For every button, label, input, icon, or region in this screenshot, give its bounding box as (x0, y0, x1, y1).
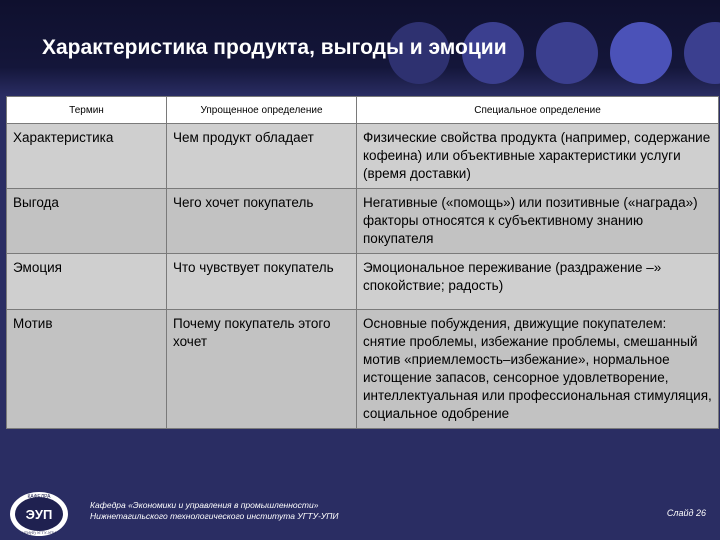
decor-circle (610, 22, 672, 84)
slide-title: Характеристика продукта, выгоды и эмоции (42, 36, 507, 59)
header-band (0, 0, 720, 96)
slide-number: Слайд 26 (666, 508, 706, 518)
special-cell: Эмоциональное переживание (раздражение –» спокойствие; радость) (357, 254, 719, 310)
logo-bottom-text: НТИ(Ф) УГТУ-УПИ (21, 530, 57, 535)
term-cell: Эмоция (7, 254, 167, 310)
simple-cell: Чего хочет покупатель (167, 189, 357, 254)
simple-cell: Чем продукт обладает (167, 124, 357, 189)
table-row (7, 124, 719, 189)
column-header-term: Термин (7, 97, 167, 124)
footer-line-2: Нижнетагильского технологического института УГТУ-УПИ (90, 511, 339, 521)
table-header-row (7, 97, 719, 124)
term-cell: Мотив (7, 310, 167, 429)
logo-main-text: ЭУП (25, 507, 53, 522)
column-header-simple: Упрощенное определение (167, 97, 357, 124)
table-row (7, 254, 719, 310)
table-row (7, 189, 719, 254)
term-cell: Выгода (7, 189, 167, 254)
footer-line-1: Кафедра «Экономики и управления в промышленности» (90, 500, 319, 510)
footer-caption (90, 500, 339, 522)
special-cell: Основные побуждения, движущие покупателем: снятие проблемы, избежание проблемы, смешанный мотив «приемлемость–избежание», нормальное истощение запасов, сенсорное удовлетворение, интеллектуальная или профессиональная стимуляция, социальное одобрение (357, 310, 719, 429)
special-cell: Физические свойства продукта (например, содержание кофеина) или объективные характеристики услуги (время доставки) (357, 124, 719, 189)
simple-cell: Что чувствует покупатель (167, 254, 357, 310)
simple-cell: Почему покупатель этого хочет (167, 310, 357, 429)
term-cell: Характеристика (7, 124, 167, 189)
table-row (7, 310, 719, 429)
department-logo (8, 490, 70, 538)
column-header-special: Специальное определение (357, 97, 719, 124)
decor-circle (684, 22, 720, 84)
definitions-table (6, 96, 719, 429)
special-cell: Негативные («помощь») или позитивные («награда») факторы относятся к субъективному знанию покупателя (357, 189, 719, 254)
decor-circle (536, 22, 598, 84)
logo-top-text: КАФЕДРА (27, 494, 51, 500)
